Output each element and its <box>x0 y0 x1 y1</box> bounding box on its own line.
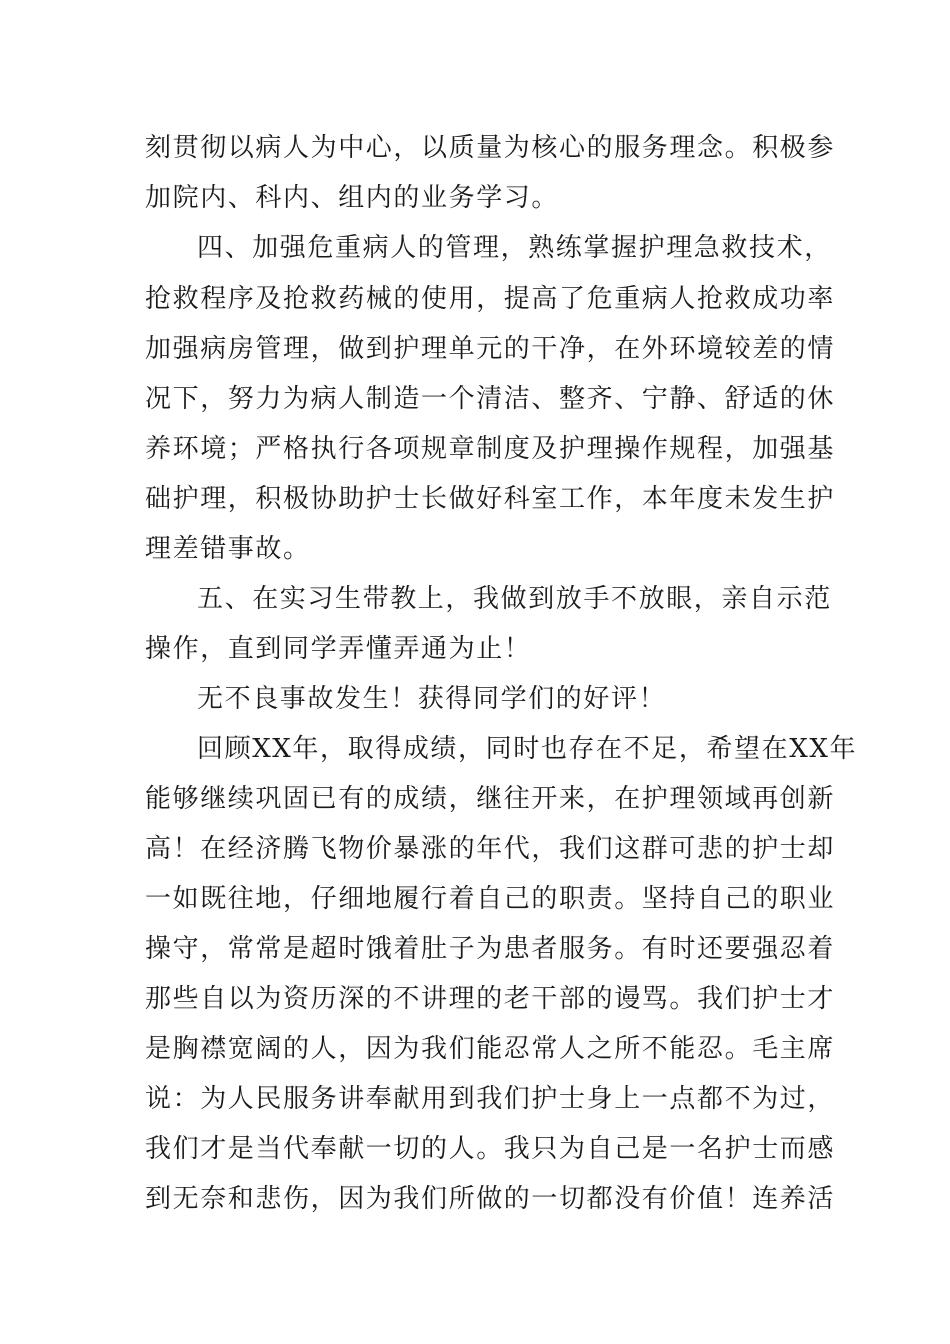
paragraph-line: 无不良事故发生！获得同学们的好评！ <box>197 684 667 714</box>
text-line: 况下，努力为病人制造一个清洁、整齐、宁静、舒适的休 <box>145 384 836 414</box>
text-line: 一如既往地，仔细地履行着自己的职责。坚持自己的职业 <box>145 884 836 914</box>
text-line: 是胸襟宽阔的人，因为我们能忍常人之所不能忍。毛主席 <box>145 1034 836 1064</box>
text-line: 础护理，积极协助护士长做好科室工作，本年度未发生护 <box>145 484 836 514</box>
text-line: 能够继续巩固已有的成绩，继往开来，在护理领域再创新 <box>145 784 836 814</box>
text-line: 操守，常常是超时饿着肚子为患者服务。有时还要强忍着 <box>145 934 836 964</box>
text-line: 那些自以为资历深的不讲理的老干部的谩骂。我们护士才 <box>145 984 836 1014</box>
paragraph-line: 回顾XX年，取得成绩，同时也存在不足，希望在XX年 <box>197 734 858 764</box>
text-line: 抢救程序及抢救药械的使用，提高了危重病人抢救成功率 <box>145 284 836 314</box>
text-line: 我们才是当代奉献一切的人。我只为自己是一名护士而感 <box>145 1134 836 1164</box>
text-line: 操作，直到同学弄懂弄通为止！ <box>145 634 532 664</box>
text-line: 加强病房管理，做到护理单元的干净，在外环境较差的情 <box>145 334 836 364</box>
text-line: 刻贯彻以病人为中心，以质量为核心的服务理念。积极参 <box>145 133 836 163</box>
text-line: 到无奈和悲伤，因为我们所做的一切都没有价值！连养活 <box>145 1184 836 1214</box>
text-line: 养环境；严格执行各项规章制度及护理操作规程，加强基 <box>145 434 836 464</box>
text-line: 加院内、科内、组内的业务学习。 <box>145 183 560 213</box>
text-line: 说：为人民服务讲奉献用到我们护士身上一点都不为过， <box>145 1084 836 1114</box>
text-line: 高！在经济腾飞物价暴涨的年代，我们这群可悲的护士却 <box>145 834 836 864</box>
paragraph-line: 四、加强危重病人的管理，熟练掌握护理急救技术， <box>197 233 832 263</box>
paragraph-line: 五、在实习生带教上，我做到放手不放眼，亲自示范 <box>197 584 832 614</box>
text-line: 理差错事故。 <box>145 534 311 564</box>
